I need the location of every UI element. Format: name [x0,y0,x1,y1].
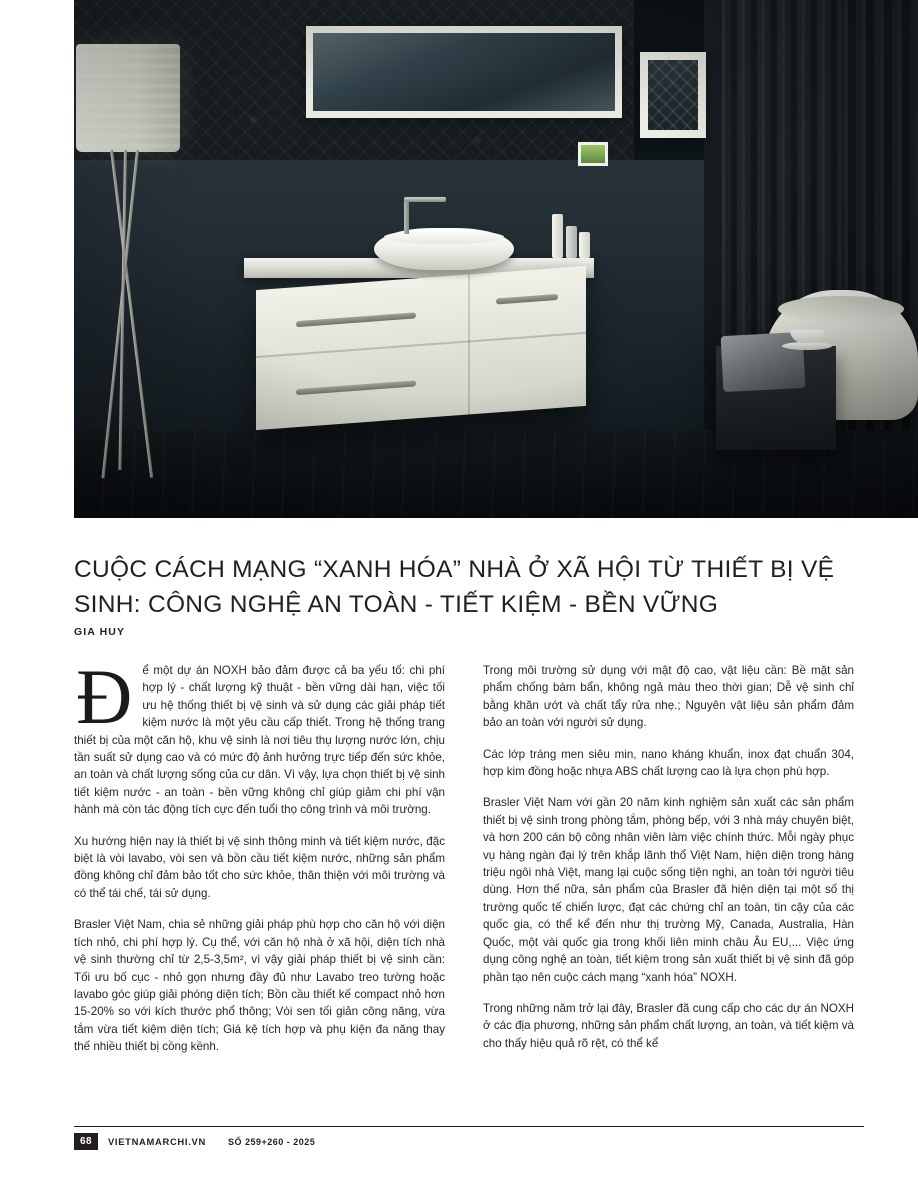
cabinet-seam [256,332,586,358]
body-column-right [483,662,854,1112]
footer-issue: SỐ 259+260 - 2025 [227,1136,316,1147]
saucer [782,342,832,350]
drop-cap: Đ [76,653,133,740]
paragraph: Xu hướng hiện nay là thiết bị vệ sinh thông minh và tiết kiệm nước, đặc biệt là vòi lavabo, vòi sen và bồn cầu tiết kiệm nước, những sản phẩm đồng không chỉ đảm bảo tốt cho sức khỏe, thân thiện với môi trường và có thể tái chế, tái sử dụng. [74,834,445,900]
footer-brand: VIETNAMARCHI.VN [107,1136,206,1147]
paragraph: Brasler Việt Nam với gần 20 năm kinh nghiệm sản xuất các sản phẩm thiết bị vệ sinh trong phòng tắm, phòng bếp, với 3 nhà máy chuyên biệt, và hơn 200 cán bộ công nhân viên làm việc chính thức. Mỗi ngày phục vụ hàng ngàn đại lý trên khắp lãnh thổ Việt Nam, hiện diện trong hàng triệu ngôi nhà Việt, mang lại cuộc sống tiện nghi, an toàn tới người tiêu dùng. Hơn thế nữa, sản phẩm của Brasler đã hiện diện tại một số thị trường quốc tế chiến lược, đạt các chứng chỉ an toàn, tin cậy của các quốc gia, có thể kể đến như thị trường Mỹ, Canada, Australia, Hàn Quốc, một vài quốc gia trong khối liên minh châu Âu EU,... Việc ứng dụng công nghệ an toàn, tiết kiệm trong sản xuất thiết bị vệ sinh đã góp phần tạo nên cuộc cách mạng “xanh hóa” NOXH. [483,796,854,984]
article-headline: CUỘC CÁCH MẠNG “XANH HÓA” NHÀ Ở XÃ HỘI TỪ THIẾT BỊ VỆ SINH: CÔNG NGHỆ AN TOÀN - TIẾT KIỆM - BỀN VỮNG [74,556,835,619]
page-footer [74,1126,864,1150]
faucet-spout [404,197,446,202]
vanity-cabinet [256,266,586,430]
page-number: 68 [74,1133,98,1150]
cabinet-handle [296,312,416,327]
paragraph: Trong những năm trở lại đây, Brasler đã cung cấp cho các dự án NOXH ở các địa phương, những sản phẩm chất lượng, an toàn, và tiết kiệm và cho thấy hiệu quả rõ rệt, có thể kể [483,1001,854,1050]
framed-artwork [640,52,706,138]
paragraph: Trong môi trường sử dụng với mật độ cao, vật liệu cần: Bề mặt sản phẩm chống bám bẩn, không ngả màu theo thời gian; Dễ vệ sinh chỉ bằng khăn ướt và chất tẩy rửa nhẹ.; Nguyên vật liệu sản phẩm đảm bảo an toàn với người sử dụng. [483,664,854,730]
cabinet-handle [496,294,558,305]
article-byline: GIA HUY [74,626,126,638]
cabinet-vertical-seam [468,274,470,414]
hero-illustration [74,0,918,518]
floor-lamp-shade [76,44,180,152]
wall-mirror [306,26,622,118]
small-picture-frame [578,142,608,166]
paragraph: Các lớp tráng men siêu min, nano kháng khuẩn, inox đạt chuẩn 304, hợp kim đồng hoặc nhựa ABS chất lượng cao là lựa chọn phù hợp. [483,747,854,779]
soap-bottle [579,232,590,258]
soap-bottle [552,214,563,258]
article-body [74,653,854,1112]
paragraph [74,653,445,819]
washbasin-rim [384,230,504,244]
hero-photo [74,0,918,518]
faucet-body [404,198,409,234]
folded-towel [721,332,806,392]
soap-bottle [566,226,577,258]
paragraph-text: ể một dự án NOXH bảo đảm được cả ba yếu tố: chi phí hợp lý - chất lượng kỹ thuật - bền vững dài hạn, việc tối ưu hệ thống thiết bị vệ sinh và sử dụng các giải pháp tiết kiệm nước là một yêu cầu cấp thiết. Trong hệ thống trang thiết bị của một căn hộ, khu vệ sinh là nơi tiêu thụ lượng nước lớn, chịu tần suất sử dụng cao và có mức độ ảnh hưởng trực tiếp đến sức khỏe, an toàn và chất lượng sống của cư dân. Vì vậy, lựa chọn thiết bị vệ sinh tiết kiệm nước - an toàn - bền vững không chỉ giúp giảm chi phí vận hành mà còn tác động tích cực đến tuổi thọ công trình và môi trường. [74,664,445,817]
bathtub-interior [778,296,904,322]
body-column-left [74,653,445,1112]
paragraph: Brasler Việt Nam, chia sẻ những giải pháp phù hợp cho căn hộ với diện tích nhỏ, chi phí hợp lý. Cụ thể, với căn hộ nhà ở xã hội, diện tích nhà vệ sinh thường chỉ từ 2,5-3,5m², vì vậy giải pháp thiết bị vệ sinh cần: Tối ưu bố cục - nhỏ gọn nhưng đầy đủ như Lavabo treo tường hoặc lavabo góc giúp giải phóng diện tích; Bồn cầu thiết kế compact nhỏ hơn 15-20% so với kích thước phổ thông; Vòi sen tối giản công năng, vừa tắm vừa tiết kiệm diện tích; Giá kệ tích hợp và phụ kiện đa năng thay thế nhiều thiết bị cồng kềnh. [74,918,445,1054]
cabinet-handle [296,380,416,395]
